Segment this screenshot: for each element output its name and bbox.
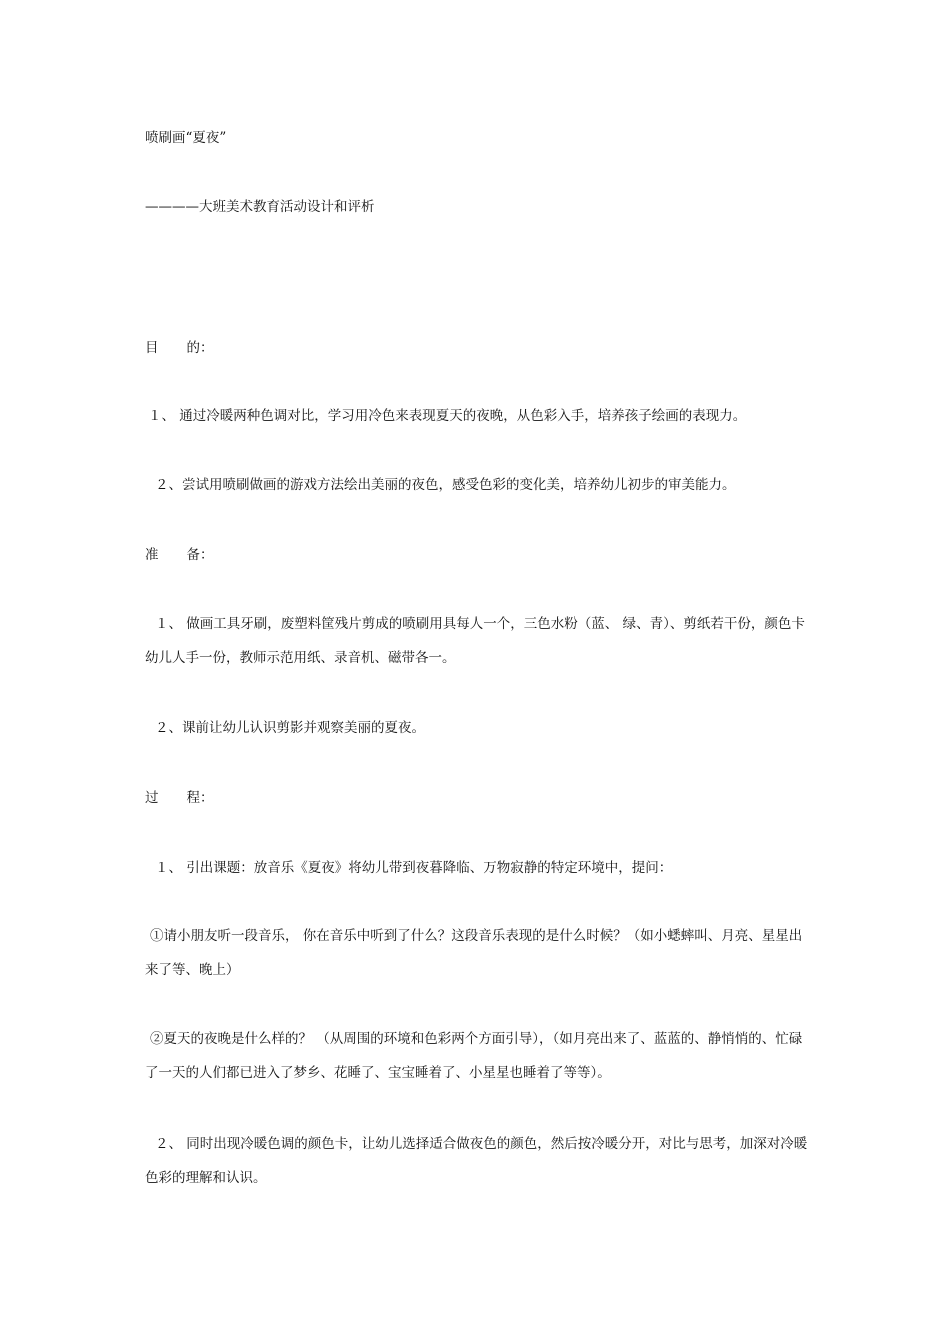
heading-char: 的： (186, 340, 214, 356)
process-item: １、 引出课题：放音乐《夏夜》将幼儿带到夜暮降临、万物寂静的特定环境中，提问： (155, 860, 673, 876)
heading-char: 过 (145, 790, 159, 806)
document-title: 喷刷画“夏夜” (145, 130, 227, 146)
process-item: ①请小朋友听一段音乐， 你在音乐中听到了什么？这段音乐表现的是什么时候？（如小蟋蟀叫、月亮、星星出来了等、晚上） (145, 928, 803, 978)
document-subtitle: ————大班美术教育活动设计和评析 (145, 199, 375, 215)
section-heading-preparation (145, 545, 825, 565)
section-heading-purpose (145, 338, 825, 358)
heading-char: 程： (186, 790, 214, 806)
purpose-item: ２、尝试用喷刷做画的游戏方法绘出美丽的夜色，感受色彩的变化美，培养幼儿初步的审美能力。 (155, 477, 736, 493)
heading-char: 准 (145, 547, 159, 563)
purpose-item: １、 通过冷暖两种色调对比，学习用冷色来表现夏天的夜晚，从色彩入手，培养孩子绘画的表现力。 (148, 408, 747, 424)
process-item: ②夏天的夜晚是什么样的？ （从周围的环境和色彩两个方面引导），（如月亮出来了、蓝蓝的、静悄悄的、忙碌了一天的人们都已进入了梦乡、花睡了、宝宝睡着了、小星星也睡着了等等）。 (145, 1031, 803, 1081)
heading-char: 备： (186, 547, 214, 563)
section-heading-process (145, 788, 825, 808)
heading-char: 目 (145, 340, 159, 356)
preparation-item: １、 做画工具牙刷，废塑料筐残片剪成的喷刷用具每人一个，三色水粉（蓝、 绿、青）、剪纸若干份，颜色卡幼儿人手一份，教师示范用纸、录音机、磁带各一。 (145, 616, 805, 666)
preparation-item: ２、课前让幼儿认识剪影并观察美丽的夏夜。 (155, 720, 425, 736)
process-item: ２、 同时出现冷暖色调的颜色卡，让幼儿选择适合做夜色的颜色，然后按冷暖分开，对比与思考，加深对冷暖色彩的理解和认识。 (145, 1136, 808, 1186)
